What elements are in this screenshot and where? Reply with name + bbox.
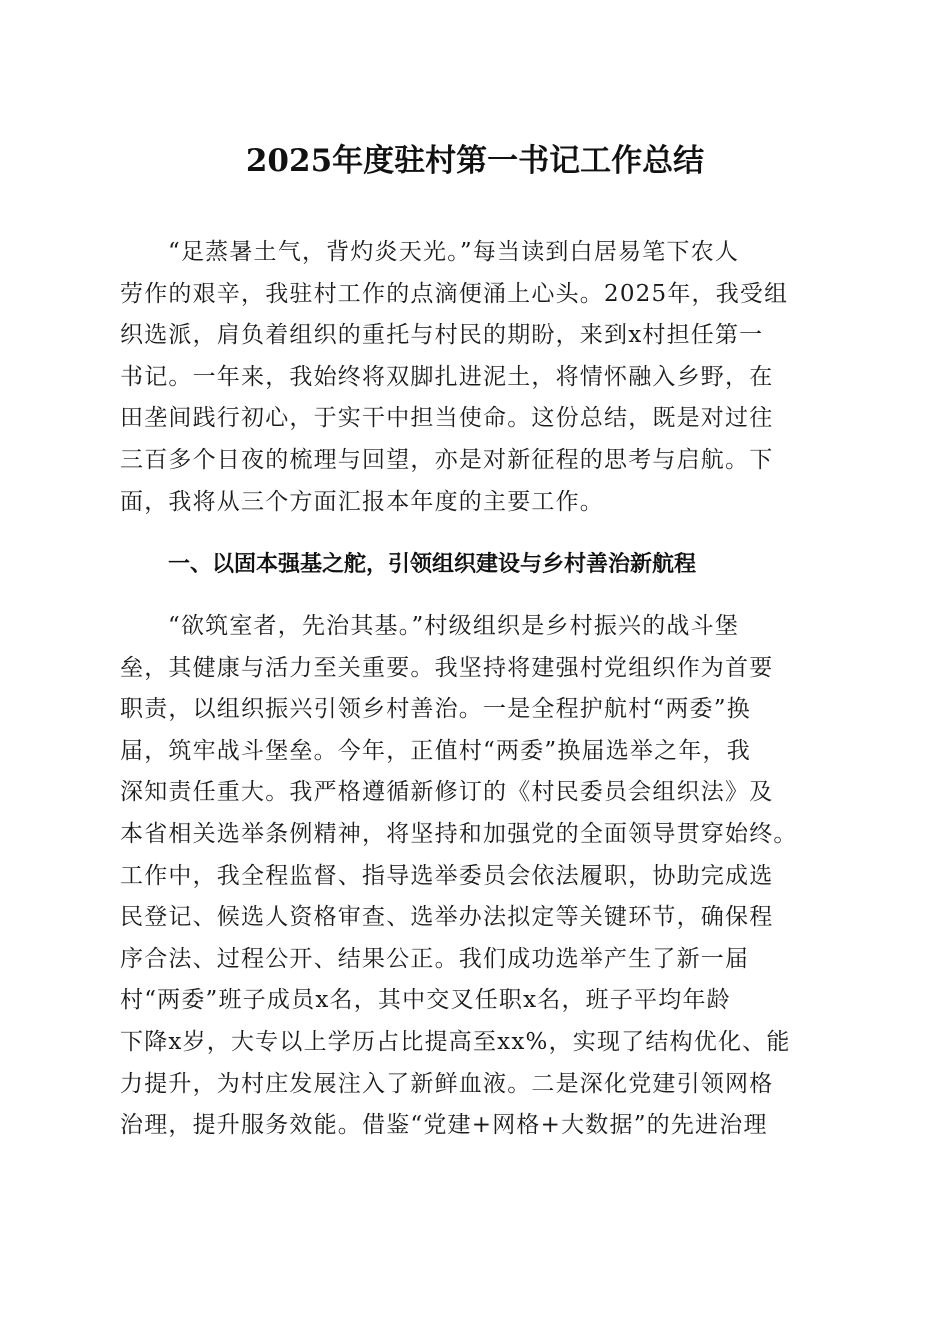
text-line: 序合法、过程公开、结果公正。我们成功选举产生了新一届 [120, 945, 750, 972]
text-line: “足蒸暑土气，背灼炎天光。”每当读到白居易笔下农人 [168, 239, 740, 265]
text-line: 织选派，肩负着组织的重托与村民的期盼，来到x村担任第一 [120, 322, 764, 349]
text-line: 书记。一年来，我始终将双脚扎进泥土，将情怀融入乡野，在 [120, 363, 774, 390]
text-line: 垒，其健康与活力至关重要。我坚持将建强村党组织作为首要 [120, 654, 774, 681]
text-line: 田垄间践行初心，于实干中担当使命。这份总结，既是对过往 [120, 405, 774, 432]
text-line: 力提升，为村庄发展注入了新鲜血液。二是深化党建引领网格 [120, 1070, 774, 1097]
text-line: 届，筑牢战斗堡垒。今年，正值村“两委”换届选举之年，我 [120, 737, 751, 764]
text-line: 治理，提升服务效能。借鉴“党建+网格+大数据”的先进治理 [120, 1112, 768, 1139]
section-heading-1: 一、以固本强基之舵，引领组织建设与乡村善治新航程 [168, 552, 697, 577]
text-line: 工作中，我全程监督、指导选举委员会依法履职，协助完成选 [120, 862, 774, 889]
text-line: 三百多个日夜的梳理与回望，亦是对新征程的思考与启航。下 [120, 446, 774, 473]
text-line: 下降x岁，大专以上学历占比提高至xx%，实现了结构优化、能 [120, 1028, 791, 1055]
text-line: 民登记、候选人资格审查、选举办法拟定等关键环节，确保程 [120, 904, 774, 931]
text-line: 面，我将从三个方面汇报本年度的主要工作。 [120, 488, 604, 515]
intro-paragraph [120, 232, 835, 523]
document-title: 2025年度驻村第一书记工作总结 [245, 143, 705, 179]
text-line: 本省相关选举条例精神，将坚持和加强党的全面领导贯穿始终。 [120, 820, 798, 847]
text-line: “欲筑室者，先治其基。”村级组织是乡村振兴的战斗堡 [168, 613, 740, 639]
text-line: 深知责任重大。我严格遵循新修订的《村民委员会组织法》及 [120, 779, 774, 806]
text-line: 村“两委”班子成员x名，其中交叉任职x名，班子平均年龄 [120, 987, 731, 1014]
section1-paragraph [120, 606, 835, 1147]
text-line: 劳作的艰辛，我驻村工作的点滴便涌上心头。2025年，我受组 [120, 280, 789, 307]
text-line: 职责，以组织振兴引领乡村善治。一是全程护航村“两委”换 [120, 696, 751, 723]
